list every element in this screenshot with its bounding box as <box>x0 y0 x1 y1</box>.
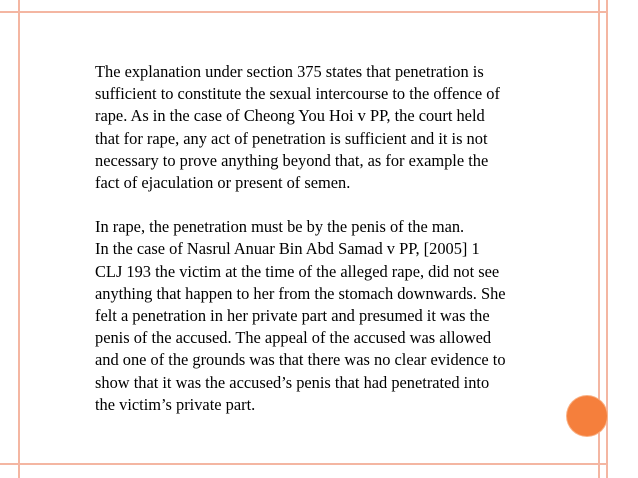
decorative-circle-icon <box>567 396 607 436</box>
frame-right-line-outer <box>606 0 608 478</box>
paragraph-nasrul-case: In rape, the penetration must be by the penis of the man. In the case of Nasrul Anuar Bin Abd Samad v PP, [2005] 1 CLJ 193 the victim at the time of the alleged rape, did not see anything that happen to her from the stomach downwards. She felt a penetration in her private part and presumed it was the penis of the accused. The appeal of the accused was allowed and one of the grounds was that there was no clear evidence to show that it was the accused’s penis that had penetrated into the victim’s private part. <box>95 217 506 414</box>
slide-body <box>95 61 555 416</box>
frame-bottom-line <box>0 463 607 465</box>
paragraph-section-375: The explanation under section 375 states that penetration is sufficient to constitute the sexual intercourse to the offence of rape. As in the case of Cheong You Hoi v PP, the court held that for rape, any act of penetration is sufficient and it is not necessary to prove anything beyond that, as for example the fact of ejaculation or present of semen. <box>95 62 500 193</box>
frame-top-line <box>0 11 607 13</box>
frame-left-line <box>18 0 20 478</box>
